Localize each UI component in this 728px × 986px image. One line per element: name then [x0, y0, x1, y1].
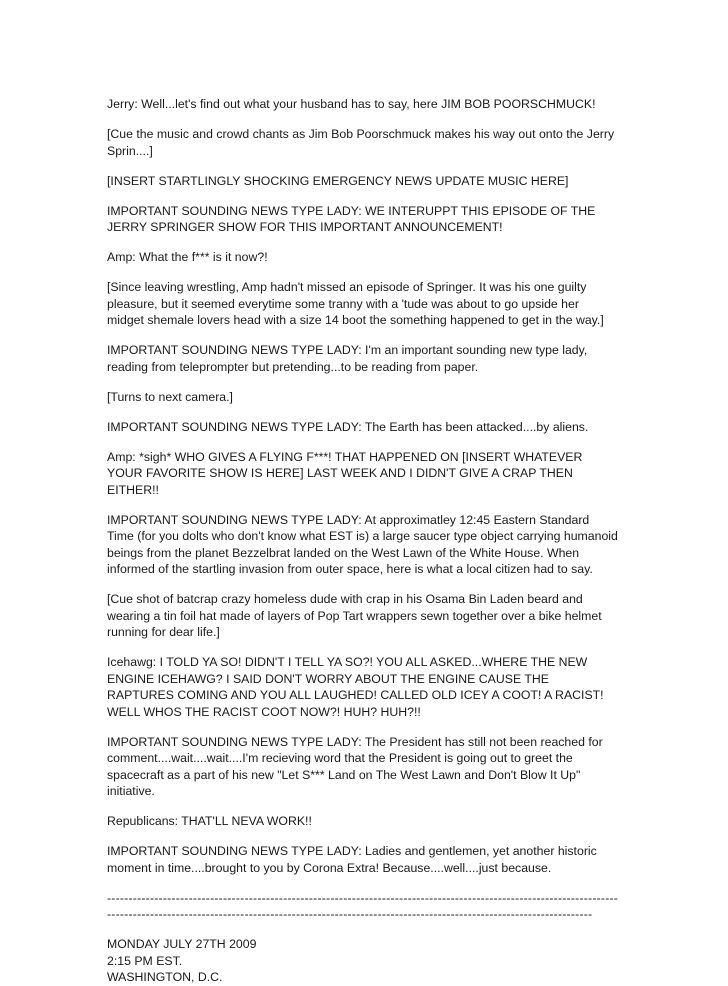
- document-page: [107, 96, 619, 986]
- paragraph-news-lady-saucer: IMPORTANT SOUNDING NEWS TYPE LADY: At approximatley 12:45 Eastern Standard Time (for you dolts who don't know what EST is) a large saucer type object carrying humanoid beings from the planet Bezzelbrat landed on the West Lawn of the White House. When informed of the startling invasion from outer space, here is what a local citizen had to say.: [107, 512, 618, 576]
- dateline: [107, 936, 619, 986]
- paragraph-news-lady-president: IMPORTANT SOUNDING NEWS TYPE LADY: The President has still not been reached for comment....wait....wait....I'm recieving word that the President is going out to greet the spacecraft as a part of his new "Let S*** Land on The West Lawn and Don't Blow It Up" initiative.: [107, 734, 603, 798]
- dateline-time: 2:15 PM EST.: [107, 953, 183, 968]
- paragraph-republicans: Republicans: THAT'LL NEVA WORK!!: [107, 814, 312, 828]
- paragraph-news-lady-corona: IMPORTANT SOUNDING NEWS TYPE LADY: Ladies and gentlemen, yet another historic moment in time....brought to you by Corona Extra! Because....well....just because.: [107, 844, 597, 875]
- dateline-location: WASHINGTON, D.C.: [107, 970, 223, 984]
- paragraph-insert-news-music: [INSERT STARTLINGLY SHOCKING EMERGENCY NEWS UPDATE MUSIC HERE]: [107, 173, 569, 188]
- paragraph-cue-music: [Cue the music and crowd chants as Jim Bob Poorschmuck makes his way out onto the Jerry Sprin....]: [107, 127, 615, 158]
- paragraph-news-lady-attacked: IMPORTANT SOUNDING NEWS TYPE LADY: The Earth has been attacked....by aliens.: [107, 419, 589, 434]
- paragraph-amp-sigh: Amp: *sigh* WHO GIVES A FLYING F***! THAT HAPPENED ON [INSERT WHATEVER YOUR FAVORITE SHOW IS HERE] LAST WEEK AND I DIDN'T GIVE A CRAP THEN EITHER!!: [107, 449, 583, 497]
- dateline-date: MONDAY JULY 27TH 2009: [107, 937, 257, 951]
- paragraph-jerry-intro: Jerry: Well...let's find out what your husband has to say, here JIM BOB POORSCHMUCK!: [107, 97, 596, 111]
- paragraph-amp-what: Amp: What the f*** is it now?!: [107, 250, 268, 264]
- paragraph-news-lady-interrupt: IMPORTANT SOUNDING NEWS TYPE LADY: WE INTERUPPT THIS EPISODE OF THE JERRY SPRINGER SHOW FOR THIS IMPORTANT ANNOUNCEMENT!: [107, 203, 596, 234]
- paragraph-icehawg: Icehawg: I TOLD YA SO! DIDN'T I TELL YA SO?! YOU ALL ASKED...WHERE THE NEW ENGINE ICEHAWG? I SAID DON'T WORRY ABOUT THE ENGINE CAUSE THE RAPTURES COMING AND YOU ALL LAUGHED! CALLED OLD ICEY A COOT! A RACIST! WELL WHOS THE RACIST COOT NOW?! HUH? HUH?!!: [107, 655, 604, 719]
- paragraph-turns-camera: [Turns to next camera.]: [107, 389, 233, 404]
- paragraph-news-lady-teleprompter: IMPORTANT SOUNDING NEWS TYPE LADY: I'm an important sounding new type lady, reading from teleprompter but pretending...to be reading from paper.: [107, 343, 588, 374]
- paragraph-since-leaving-wrestling: [Since leaving wrestling, Amp hadn't missed an episode of Springer. It was his one guilty pleasure, but it seemed everytime some tranny with a 'tude was about to go upside her midget shemale lovers head with a size 14 boot the something happened to get in the way.]: [107, 280, 604, 327]
- paragraph-cue-homeless-dude: [Cue shot of batcrap crazy homeless dude with crap in his Osama Bin Laden beard and wearing a tin foil hat made of layers of Pop Tart wrappers sewn together over a bike helmet running for dear life.]: [107, 592, 602, 639]
- dashed-divider: ----------------------------------------------------------------------------------------------------------------------------------------------------------------------------------------------------------------------------------------: [107, 890, 619, 921]
